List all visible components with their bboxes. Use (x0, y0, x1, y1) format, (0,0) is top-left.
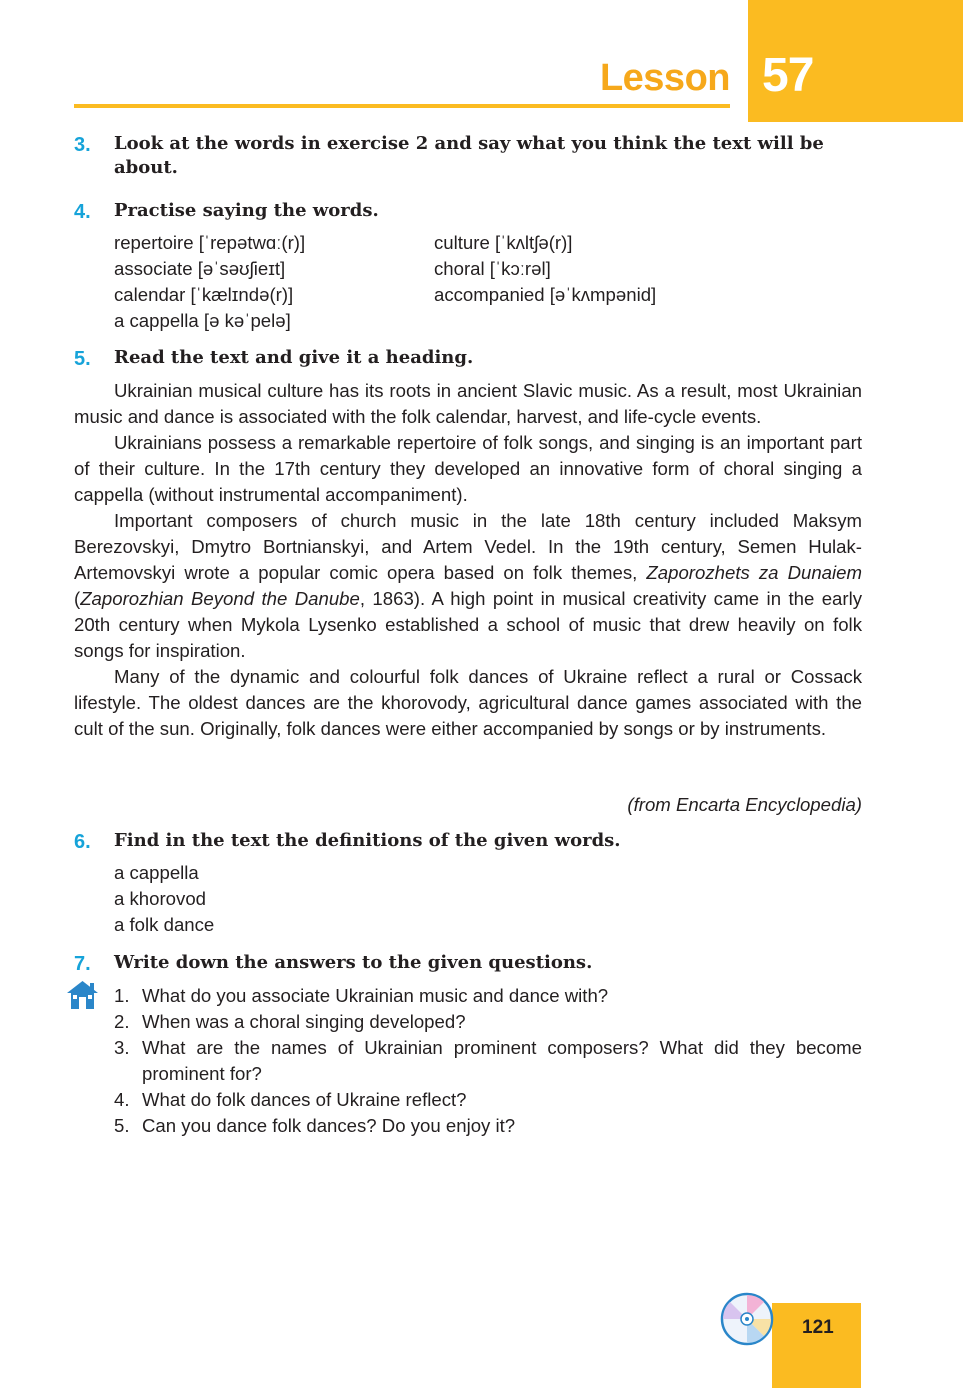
exercise-number: 6. (74, 831, 91, 853)
list-item (114, 1009, 862, 1035)
exercise-number: 3. (74, 134, 91, 156)
reading-text (74, 378, 862, 742)
list-item (114, 1035, 862, 1087)
definition-words (114, 860, 214, 938)
question-text: Can you dance folk dances? Do you enjoy it? (142, 1115, 516, 1136)
words-column-left (114, 230, 305, 334)
word-item: choral [ˈkɔːrəl] (434, 258, 551, 279)
opera-title: Zaporozhets za Dunaiem (646, 562, 862, 583)
exercise-number: 7. (74, 953, 91, 975)
lesson-label: Lesson (599, 57, 730, 99)
list-item: a folk dance (114, 914, 215, 935)
exercise-instruction: Write down the answers to the given questions. (114, 952, 593, 973)
question-text: What are the names of Ukrainian prominent composers? What did they become prominent for? (142, 1037, 862, 1084)
paragraph-segment: , 1863). A high point in musical creativity came in the early 20th century when Mykola Lysenko established a school of music that drew heavily on folk songs for inspiration. (74, 588, 863, 661)
pronunciation-words (0, 230, 963, 340)
exercise-instruction: Find in the text the definitions of the given words. (114, 830, 621, 851)
list-item (114, 983, 862, 1009)
exercise-number: 4. (74, 201, 91, 223)
question-number: 3. (114, 1037, 130, 1058)
paragraph: Ukrainian musical culture has its roots in ancient Slavic music. As a result, most Ukrainian music and dance is associated with the folk calendar, harvest, and life-cycle events. (74, 380, 862, 427)
question-number: 5. (114, 1115, 130, 1136)
words-column-right (434, 230, 656, 308)
questions-list (114, 983, 862, 1139)
paragraph-segment: ( (74, 588, 81, 609)
home-icon (66, 980, 99, 1010)
question-text: What do folk dances of Ukraine reflect? (142, 1089, 467, 1110)
exercise-instruction: Read the text and give it a heading. (114, 347, 474, 368)
list-item (114, 1113, 862, 1139)
question-text: When was a choral singing developed? (142, 1011, 466, 1032)
paragraph-segment: Important composers of church music in the late 18th century included Maksym Berezovskyi, Dmytro Bortnianskyi, and Artem Vedel. In the 19th century, Semen Hulak-Artemovskyi wrote a popular comic opera based on folk themes, (74, 510, 862, 583)
question-number: 2. (114, 1011, 130, 1032)
word-item: calendar [ˈkælɪndə(r)] (114, 284, 294, 305)
paragraph (74, 508, 862, 664)
source-citation: (from Encarta Encyclopedia) (627, 794, 862, 815)
word-item: a cappella [ə kəˈpelə] (114, 310, 291, 331)
paragraph: Many of the dynamic and colourful folk dances of Ukraine reflect a rural or Cossack lifestyle. The oldest dances are the khorovody, agricultural dance games associated with the cult of the sun. Originally, folk dances were either accompanied by songs or by instruments. (74, 666, 862, 739)
exercise-number: 5. (74, 348, 91, 370)
list-item: a cappella (114, 862, 199, 883)
word-item: culture [ˈkʌltʃə(r)] (434, 232, 573, 253)
cd-icon (720, 1292, 774, 1346)
exercise-instruction: Look at the words in exercise 2 and say what you think the text will be about. (114, 133, 824, 178)
page-number-box (772, 1303, 861, 1388)
paragraph: Ukrainians possess a remarkable repertoire of folk songs, and singing is an important part of their culture. In the 17th century they developed an innovative form of choral singing a cappella (without instrumental accompaniment). (74, 432, 862, 505)
question-text: What do you associate Ukrainian music and dance with? (142, 985, 609, 1006)
word-item: repertoire [ˈrepətwɑː(r)] (114, 232, 306, 253)
list-item: a khorovod (114, 888, 206, 909)
lesson-number-block (748, 0, 963, 122)
page-number: 121 (802, 1317, 834, 1338)
list-item (114, 1087, 862, 1113)
exercise-instruction: Practise saying the words. (114, 200, 379, 221)
word-item: accompanied [əˈkʌmpənid] (434, 284, 657, 305)
question-number: 1. (114, 985, 130, 1006)
question-number: 4. (114, 1089, 130, 1110)
opera-title-english: Zaporozhian Beyond the Danube (80, 588, 360, 609)
word-item: associate [əˈsəʊʃieɪt] (114, 258, 286, 279)
lesson-number: 57 (762, 49, 814, 102)
header-rule (74, 104, 730, 108)
